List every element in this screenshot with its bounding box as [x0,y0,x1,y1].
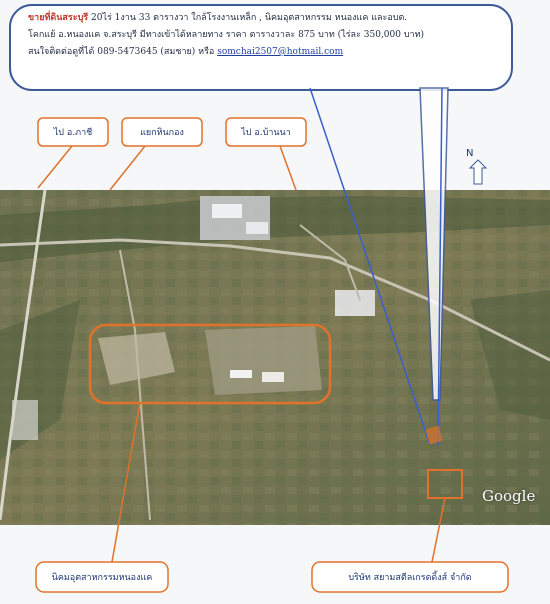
north-arrow-icon [470,160,486,184]
listing-contact-row [28,44,500,61]
label-company-text: บริษัท สยามสตีลเกรดดิ้งส์ จำกัด [348,573,472,583]
listing-headline: ขายที่ดินสระบุรี [28,13,89,23]
listing-text [28,10,500,61]
label-to-phachi-text: ไป อ.ภาชี [53,128,93,138]
listing-details-1: 20ไร่ 1งาน 33 ตารางวา ใกล้โรงงานเหล็ก , นิคมอุตสาหกรรม หนองแค และอบต. [88,13,408,23]
label-hin-kong-text: แยกหินกอง [140,128,184,138]
label-industrial-estate-text: นิคมอุตสาหกรรมหนองแค [51,573,153,583]
label-to-ban-na-text: ไป อ.บ้านนา [241,128,291,138]
listing-contact: สนใจติดต่อดูที่ได้ 089-5473645 (สมชาย) หรือ [28,47,218,57]
north-label: N [466,148,474,159]
map-brand-watermark: Google [482,487,536,505]
listing-details-2: โคกแย้ อ.หนองแค จ.สระบุรี มีทางเข้าได้หลายทาง ราคา ตารางวาละ 875 บาท (ไร่ละ 350,000 บาท) [28,30,425,40]
satellite-map[interactable] [0,190,550,525]
listing-headline-row [28,10,500,27]
contact-email-link[interactable]: somchai2507@hotmail.com [217,47,344,57]
